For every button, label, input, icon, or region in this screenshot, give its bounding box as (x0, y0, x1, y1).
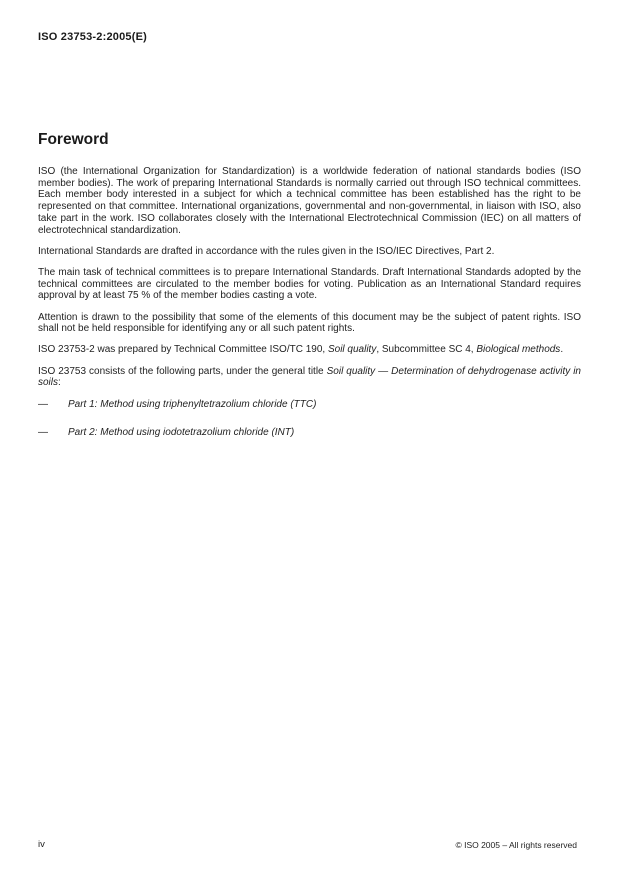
section-title-foreword: Foreword (38, 131, 109, 148)
parts-list (38, 399, 581, 439)
paragraph-iso-federation: ISO (the International Organization for Standardization) is a worldwide federation of national standards bodies (ISO member bodies). The work of preparing International Standards is normally carried out through ISO technical committees. Each member body interested in a subject for which a technical committee has been established has the right to be represented on that committee. International organizations, governmental and non-governmental, in liaison with ISO, also take part in the work. ISO collaborates closely with the International Electrotechnical Commission (IEC) on all matters of electrotechnical standardization. (38, 166, 581, 236)
list-dash-icon: — (38, 426, 48, 438)
footer-page-number: iv (38, 839, 45, 850)
list-item-part-1 (38, 399, 581, 411)
paragraph-parts-intro: ISO 23753 consists of the following parts, under the general title Soil quality — Determination of dehydrogenase activity in soils: (38, 365, 581, 389)
paragraph-directives: International Standards are drafted in accordance with the rules given in the ISO/IEC Directives, Part 2. (38, 245, 495, 257)
footer-copyright-notice: © ISO 2005 – All rights reserved (455, 840, 577, 850)
document-reference-header: ISO 23753-2:2005(E) (38, 31, 147, 43)
paragraph-patent-rights: Attention is drawn to the possibility that some of the elements of this document may be the subject of patent rights. ISO shall not be held responsible for identifying any or all such patent rights. (38, 311, 581, 335)
list-dash-icon: — (38, 398, 48, 410)
list-item-part-2 (38, 427, 581, 439)
list-item-text: Part 1: Method using triphenyltetrazolium chloride (TTC) (68, 398, 317, 410)
paragraph-main-task: The main task of technical committees is to prepare International Standards. Draft International Standards adopted by the technical committees are circulated to the member bodies for voting. Publication as an International Standard requires approval by at least 75 % of the member bodies casting a vote. (38, 266, 581, 302)
list-item-text: Part 2: Method using iodotetrazolium chloride (INT) (68, 426, 295, 438)
paragraph-prepared-by: ISO 23753-2 was prepared by Technical Committee ISO/TC 190, Soil quality, Subcommittee SC 4, Biological methods. (38, 344, 564, 356)
document-body (38, 166, 581, 455)
